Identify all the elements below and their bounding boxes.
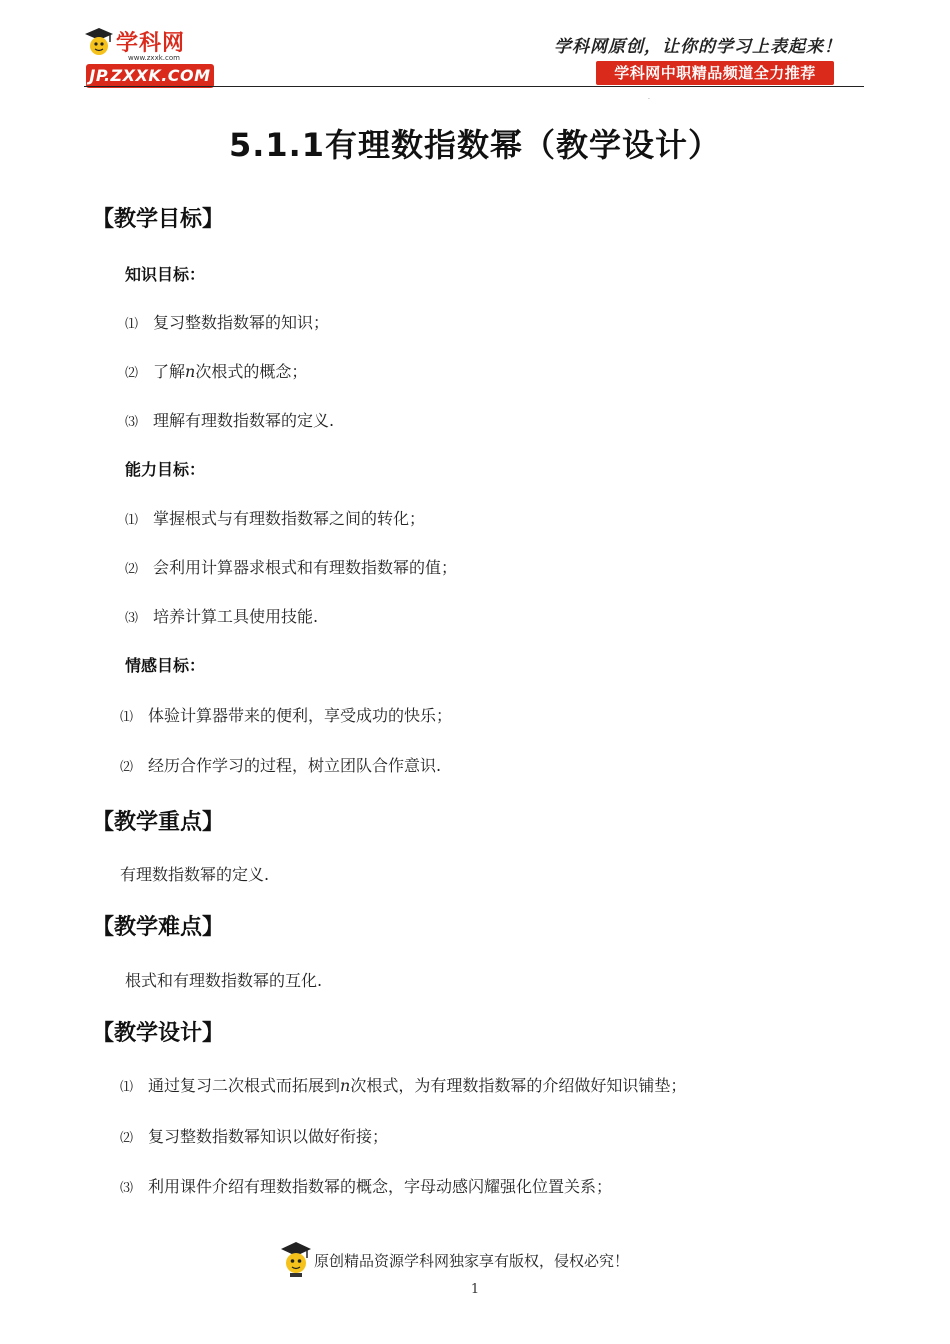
site-logo[interactable]	[84, 24, 219, 90]
graduate-mascot-icon	[84, 26, 114, 58]
ability-item-1: ⑴ 掌握根式与有理数指数幂之间的转化；	[125, 509, 426, 528]
section-heading-goals: 【教学目标】	[92, 207, 225, 232]
document-title: 5.1.1有理数指数幂（教学设计）	[228, 126, 722, 164]
ability-goals-label: 能力目标：	[125, 460, 206, 479]
jp-site-badge: JP.ZXXK.COM	[86, 64, 214, 88]
graduate-mascot-icon	[280, 1240, 312, 1278]
header-slogan: 学科网原创，让你的学习上表起来！	[554, 37, 842, 57]
header-speck: ·	[648, 96, 650, 103]
knowledge-item-2: ⑵ 了解n次根式的概念；	[125, 362, 308, 381]
design-item-3: ⑶ 利用课件介绍有理数指数幂的概念，字母动感闪耀强化位置关系；	[120, 1177, 613, 1196]
section-heading-key-point: 【教学重点】	[92, 810, 225, 835]
page-header	[0, 0, 950, 103]
page-number: 1	[470, 1282, 480, 1297]
ability-item-2: ⑵ 会利用计算器求根式和有理数指数幂的值；	[125, 558, 458, 577]
design-item-1: ⑴ 通过复习二次根式而拓展到n次根式，为有理数指数幂的介绍做好知识铺垫；	[120, 1076, 687, 1095]
design-item-2: ⑵ 复习整数指数幂知识以做好衔接；	[120, 1127, 389, 1146]
recommend-badge: 学科网中职精品频道全力推荐	[596, 61, 834, 85]
knowledge-item-3: ⑶ 理解有理数指数幂的定义.	[125, 411, 335, 430]
emotion-goals-label: 情感目标：	[125, 656, 206, 675]
difficulty-text: 根式和有理数指数幂的互化.	[125, 971, 323, 990]
section-heading-design: 【教学设计】	[92, 1021, 225, 1046]
knowledge-item-1: ⑴ 复习整数指数幂的知识；	[125, 313, 330, 332]
header-divider	[84, 86, 864, 87]
brand-name: 学科网	[116, 31, 186, 56]
site-url-small: www.zxxk.com	[128, 54, 180, 62]
emotion-item-2: ⑵ 经历合作学习的过程，树立团队合作意识.	[120, 756, 442, 775]
knowledge-goals-label: 知识目标：	[125, 265, 206, 284]
ability-item-3: ⑶ 培养计算工具使用技能.	[125, 607, 319, 626]
key-point-text: 有理数指数幂的定义.	[120, 865, 270, 884]
copyright-notice: 原创精品资源学科网独家享有版权，侵权必究！	[314, 1252, 630, 1270]
section-heading-difficulty: 【教学难点】	[92, 915, 225, 940]
emotion-item-1: ⑴ 体验计算器带来的便利，享受成功的快乐；	[120, 706, 453, 725]
